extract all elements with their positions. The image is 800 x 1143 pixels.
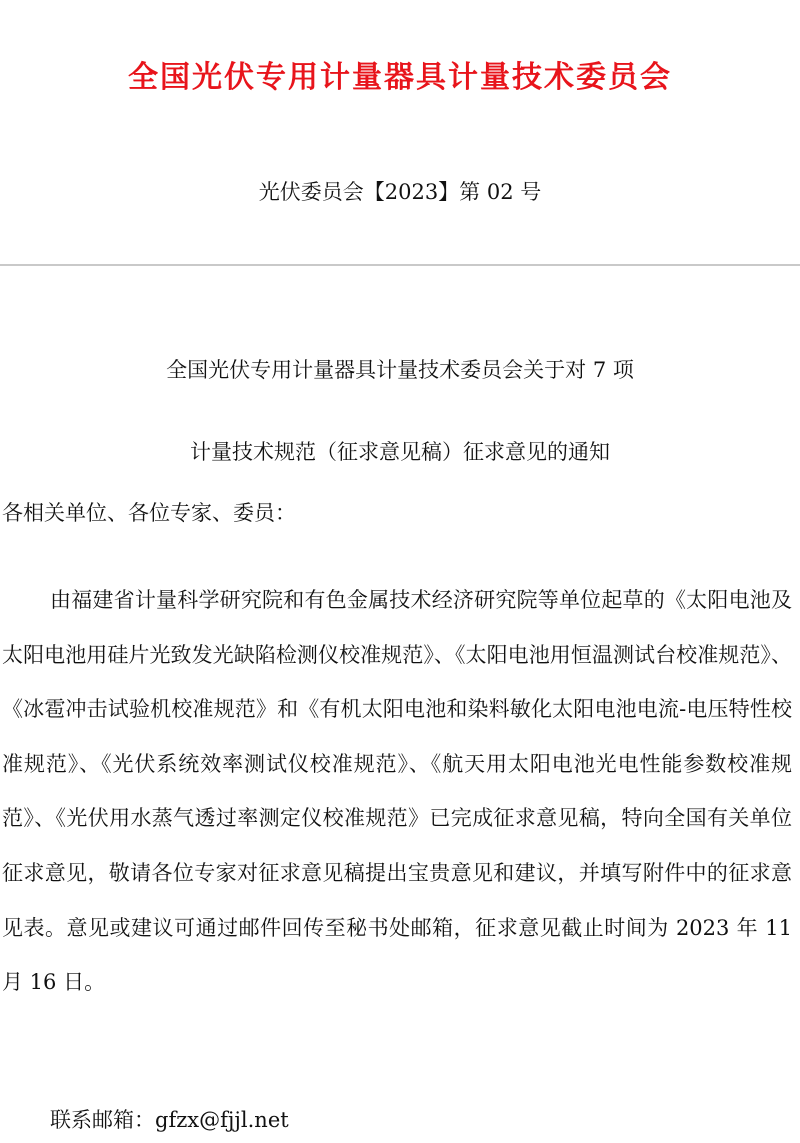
- notice-title-line1: 全国光伏专用计量器具计量技术委员会关于对 7 项: [166, 358, 634, 382]
- salutation: 各相关单位、各位专家、委员：: [2, 501, 296, 525]
- contact-line: [50, 1104, 289, 1134]
- notice-body: 由福建省计量科学研究院和有色金属技术经济研究院等单位起草的《太阳电池及太阳电池用硅片光致发光缺陷检测仪校准规范》、《太阳电池用恒温测试台校准规范》、《冰雹冲击试验机校准规范》和《有机太阳电池和染料敏化太阳电池电流-电压特性校准规范》、《光伏系统效率测试仪校准规范》、《航天用太阳电池光电性能参数校准规范》、《光伏用水蒸气透过率测定仪校准规范》已完成征求意见稿，特向全国有关单位征求意见，敬请各位专家对征求意见稿提出宝贵意见和建议，并填写附件中的征求意见表。意见或建议可通过邮件回传至秘书处邮箱，征求意见截止时间为 2023 年 11 月 16 日。: [2, 588, 792, 995]
- document-number: 光伏委员会【2023】第 02 号: [258, 180, 542, 204]
- header-divider: [0, 264, 800, 266]
- committee-title: 全国光伏专用计量器具计量技术委员会: [128, 60, 672, 95]
- notice-title-line2: 计量技术规范（征求意见稿）征求意见的通知: [190, 440, 610, 464]
- contact-email: gfzx@fjjl.net: [155, 1108, 289, 1132]
- contact-label: 联系邮箱：: [50, 1108, 155, 1132]
